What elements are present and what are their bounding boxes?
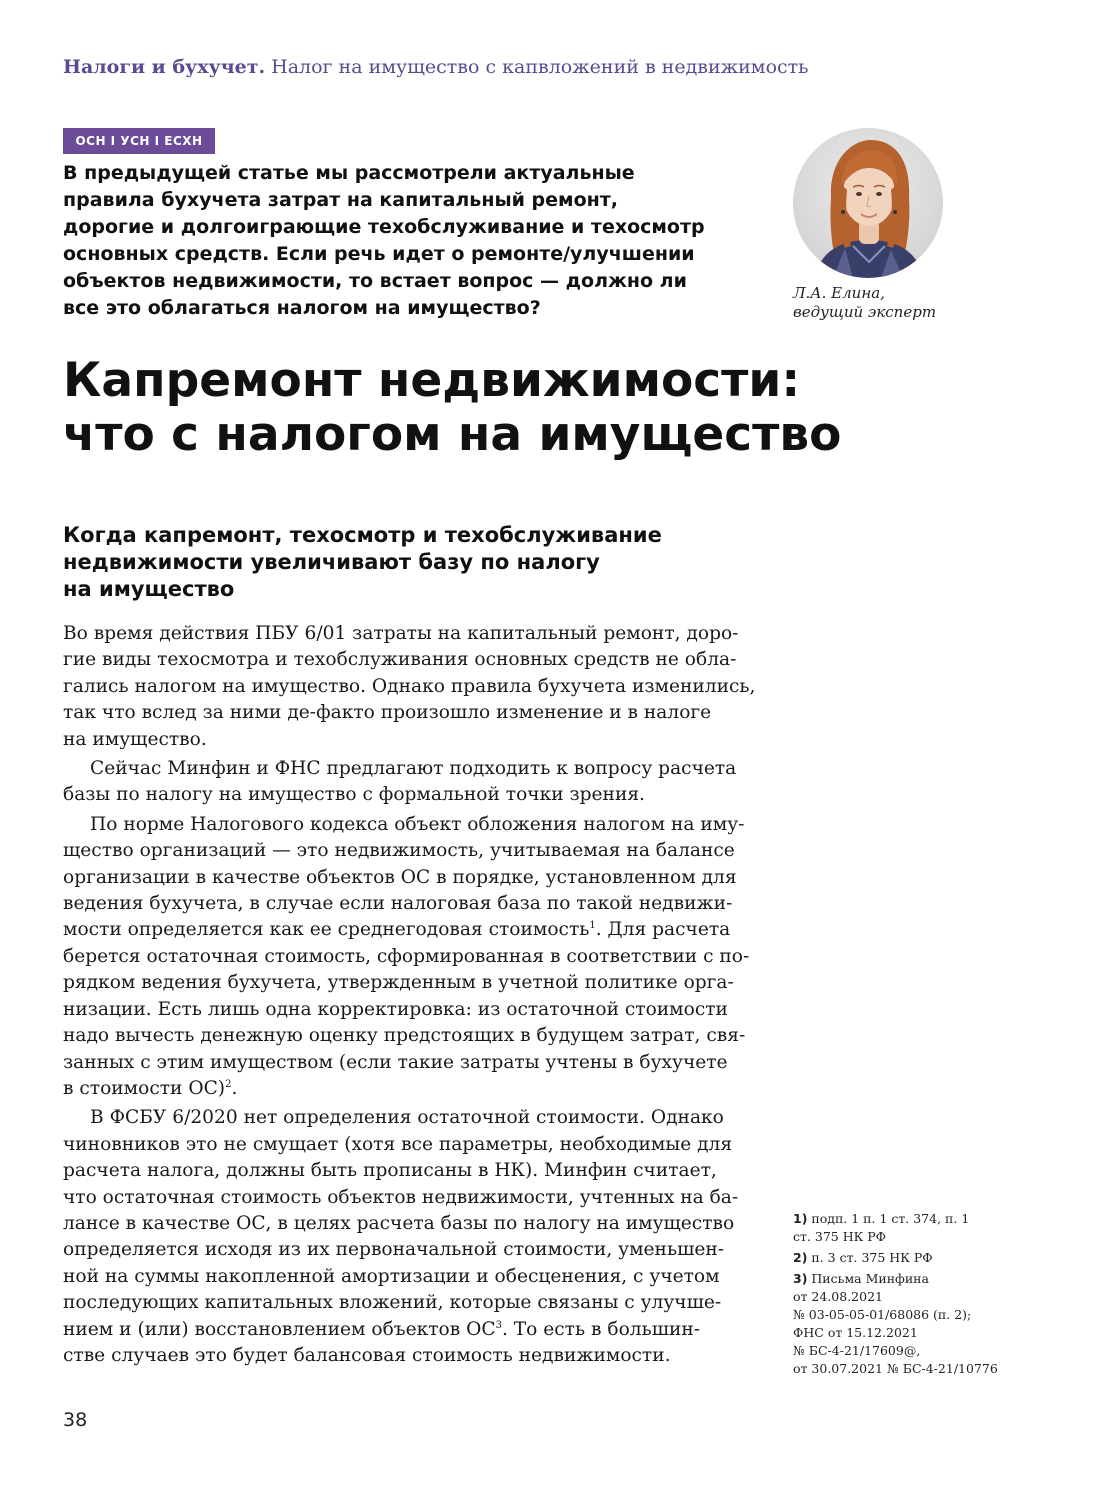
footnote-1 <box>793 1210 1033 1246</box>
text-line: чиновников это не смущает (хотя все параметры, необходимые для <box>63 1133 733 1155</box>
text-segment: . То есть в большин- <box>501 1318 701 1340</box>
subheading-line: Когда капремонт, техосмотр и техобслуживание <box>63 523 662 547</box>
article-title <box>63 354 1063 462</box>
lead-line: В предыдущей статье мы рассмотрели актуальные <box>63 162 635 184</box>
text-line: так что вслед за ними де-факто произошло изменение и в налоге <box>63 702 712 724</box>
footnote-number: 3) <box>793 1271 808 1286</box>
text-segment: мости определяется как ее среднегодовая стоимость <box>63 919 590 941</box>
lead-line: основных средств. Если речь идет о ремонте/улучшении <box>63 243 695 265</box>
text-line: В ФСБУ 6/2020 нет определения остаточной стоимости. Однако <box>90 1107 724 1129</box>
text-segment: . <box>231 1077 238 1099</box>
lead-line: дорогие и долгоиграющие техобслуживание и техосмотр <box>63 216 705 238</box>
text-line: гие виды техосмотра и техобслуживания основных средств не обла- <box>63 649 737 671</box>
footnote-ref-1[interactable]: 1 <box>589 920 596 932</box>
footnote-text: от 24.08.2021 <box>793 1289 883 1304</box>
author-portrait-illustration <box>793 128 943 278</box>
article-body <box>63 621 756 1369</box>
text-line: базы по налогу на имущество с формальной точки зрения. <box>63 784 645 806</box>
footnote-number: 1) <box>793 1211 808 1226</box>
text-segment: . Для расчета <box>595 919 731 941</box>
footnote-ref-2[interactable]: 2 <box>225 1078 232 1090</box>
text-line: стве случаев это будет балансовая стоимость недвижимости. <box>63 1344 671 1366</box>
author-name: Л.А. Елина, <box>793 284 885 302</box>
text-line: что остаточная стоимость объектов недвижимости, учтенных на ба- <box>63 1186 739 1208</box>
footnote-text: Письма Минфина <box>811 1271 929 1286</box>
footnotes <box>793 1210 1033 1381</box>
text-line: Во время действия ПБУ 6/01 затраты на капитальный ремонт, доро- <box>63 623 739 644</box>
footnote-ref-3[interactable]: 3 <box>495 1319 502 1331</box>
text-line: последующих капитальных вложений, которые связаны с улучше- <box>63 1292 722 1314</box>
lead-line: правила бухучета затрат на капитальный ремонт, <box>63 189 618 211</box>
footnote-3 <box>793 1270 1033 1378</box>
text-line: берется остаточная стоимость, сформированная в соответствии с по- <box>63 945 750 967</box>
footnote-text: п. 3 ст. 375 НК РФ <box>811 1250 933 1265</box>
page-number: 38 <box>63 1409 88 1431</box>
text-line: низации. Есть лишь одна корректировка: из остаточной стоимости <box>63 998 728 1020</box>
text-line: ной на суммы накопленной амортизации и обесценения, с учетом <box>63 1265 720 1287</box>
footnote-text: подп. 1 п. 1 ст. 374, п. 1 <box>811 1211 970 1226</box>
footnote-text: № 03-05-05-01/68086 (п. 2); <box>793 1307 972 1322</box>
footnote-text: ФНС от 15.12.2021 <box>793 1325 918 1340</box>
text-line: щество организаций — это недвижимость, учитываемая на балансе <box>63 840 735 862</box>
author-role: ведущий эксперт <box>793 303 937 321</box>
footnote-text: от 30.07.2021 № БС-4-21/10776 <box>793 1361 998 1376</box>
lead-line: все это облагаться налогом на имущество? <box>63 297 541 319</box>
footnote-text: № БС-4-21/17609@, <box>793 1343 921 1358</box>
subheading-line: недвижимости увеличивают базу по налогу <box>63 550 600 574</box>
section-name: Налоги и бухучет. <box>63 56 266 78</box>
lead-line: объектов недвижимости, то встает вопрос — должно ли <box>63 270 687 292</box>
section-topic: Налог на имущество с капвложений в недвижимость <box>271 56 809 78</box>
text-line <box>63 1317 743 1343</box>
paragraph-4 <box>63 1105 743 1369</box>
text-line: лансе в качестве ОС, в целях расчета базы по налогу на имущество <box>63 1212 735 1234</box>
paragraph-2 <box>63 756 743 809</box>
text-line: определяется исходя из их первоначальной стоимости, уменьшен- <box>63 1239 725 1261</box>
paragraph-1 <box>63 621 756 753</box>
author-photo <box>793 128 943 278</box>
text-segment: нием и (или) восстановлением объектов ОС <box>63 1318 496 1340</box>
lead-paragraph <box>63 160 743 322</box>
tax-regime-tag: ОСН I УСН I ЕСХН <box>63 128 215 154</box>
text-line: гались налогом на имущество. Однако правила бухучета изменились, <box>63 675 756 697</box>
footnote-2 <box>793 1249 1033 1267</box>
text-line: рядком ведения бухучета, утвержденным в учетной политике орга- <box>63 972 734 994</box>
running-header <box>63 53 1063 81</box>
text-line: расчета налога, должны быть прописаны в НК). Минфин считает, <box>63 1160 717 1182</box>
text-line: на имущество. <box>63 728 207 750</box>
text-line: ведения бухучета, в случае если налоговая база по такой недвижи- <box>63 893 733 915</box>
title-line: что с налогом на имущество <box>63 407 842 462</box>
subheading-line: на имущество <box>63 577 235 601</box>
text-line <box>63 1076 743 1102</box>
section-subheading <box>63 522 763 603</box>
text-line: занных с этим имуществом (если такие затраты учтены в бухучете <box>63 1051 728 1073</box>
text-line: организации в качестве объектов ОС в порядке, установленном для <box>63 866 737 888</box>
author-caption <box>793 284 1033 322</box>
footnote-text: ст. 375 НК РФ <box>793 1229 887 1244</box>
text-line <box>63 917 743 943</box>
title-line: Капремонт недвижимости: <box>63 353 801 408</box>
text-segment: в стоимости ОС) <box>63 1077 226 1099</box>
paragraph-3 <box>63 812 750 1102</box>
text-line: надо вычесть денежную оценку предстоящих в будущем затрат, свя- <box>63 1025 746 1047</box>
text-line: По норме Налогового кодекса объект обложения налогом на иму- <box>90 813 745 835</box>
footnote-number: 2) <box>793 1250 808 1265</box>
text-line: Сейчас Минфин и ФНС предлагают подходить к вопросу расчета <box>90 758 737 780</box>
